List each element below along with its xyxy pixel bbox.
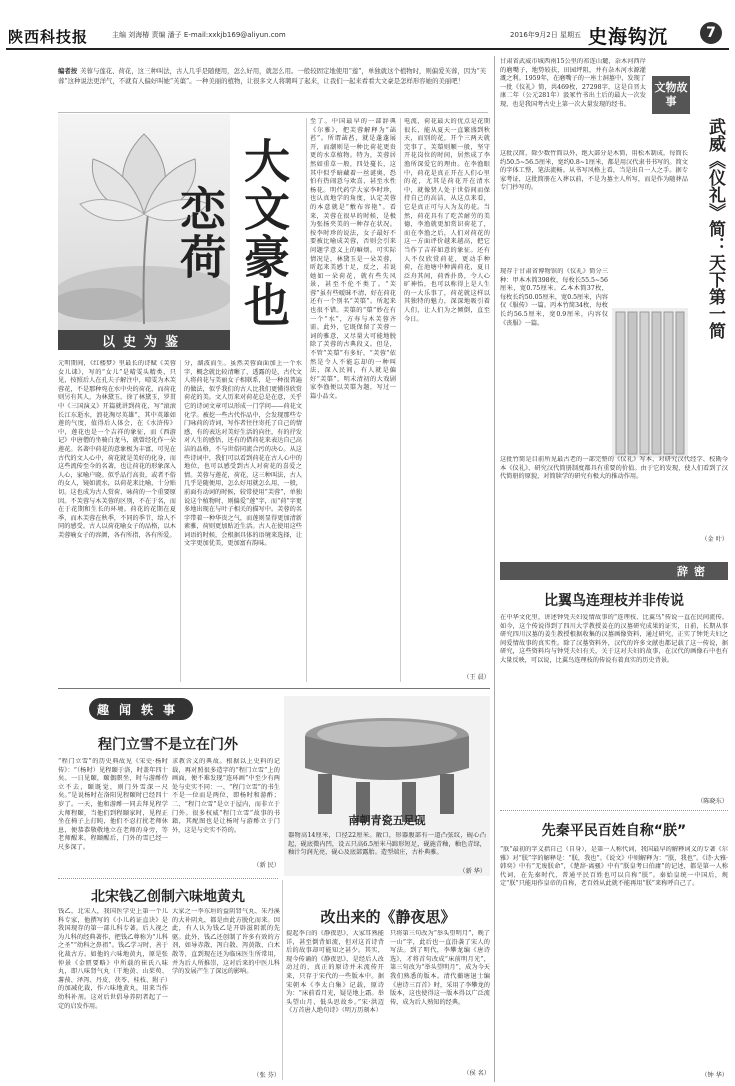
masthead [0,0,735,52]
article-author-chengmen: （新 民） [253,862,280,869]
article-tag: 以史为鉴 [58,330,230,350]
relics-title: 武威《仪礼》简：天下第一简 [705,118,725,339]
image-caption: 器物高14厘米，口径22厘米。敞口，形器腹部有一道凸弦纹，砚心凸起，砚底微内凹，设五只高6.5厘米马蹄形短足，砚施青釉，釉色青绿，釉汁匀润光亮，砚心及底部露胎。造型端庄，古朴典雅。 [288,832,486,857]
article-author-birds: （陈晓东） [697,798,728,805]
editors-info: 主编 刘海椿 责编 潘子 E-mail:xxkjb169@aliyun.com [112,31,286,39]
lower-rule [58,688,490,689]
main-article-title: 大文豪也恋荷 [173,137,291,329]
section-title: 史海钩沉 [588,26,669,48]
article-text-chengmen-2: 求教含义的典故。根据以上史料的记载，再对照很多造字的“程门立雪”上的画面，便不难发现“连环画”中至少有两处与史实不同：一、“程门立雪”的书生不是一位而是两位，即杨时和游酢；二、“程门立雪”是立于屋内，而非立于门外。很多权威“程门立雪”故事的书籍，其配图也是让杨时与游酢立于门外，这是与史实不符的。 [172,758,280,834]
main-article-col4: 电流，荷花最大的优点是花期很长，能从夏天一直繁盛到秋天，而别的花，开个三两天就完事了，芙蕖则顺一般，坚守开花岗位的时间，居然成了李渔所深爱它的理由。在李渔眼中，荷花是真正开在人们心里的花，尤其是荷花开在清水中，就像贤人处于世俗间而保持自己的高洁，从这点来看，它是真正可与人为友的花。当然，荷花具有了吃苦耐劳的美德，李渔就更加赏识荷花了，而在李渔之后，人们对荷花的这一方面评价越来越高，把它当作了吉祥如意的象征。还有人不仅欣赏荷花，更动手种荷，在池塘中种满荷花，夏日泛舟其间，荷香扑鼻，令人心旷神怡，也可以称得上是人生的一大乐事了，荷花就这样以其独特的魅力，深深地吸引着人们，让人们为之倾倒，直至今日。 [404,118,490,323]
article-title-jingyesi: 改出来的《静夜思》 [320,908,456,926]
article-text-birds: 在中华文化里，讲述钟凭夫妇爱情故事的“连理枝、比翼鸟”传说一直在民间流传。如今，这个传说得到了四川大学教授姜在的汉墓研究成果的证实，日前，长期从事研究四川汉墓的姜生教授根据收集的汉墓画像资料，通过研究，正实了钟凭夫妇之间爱情故事的真实性。除了汉墓资料外，汉代的许多文献也都记载了这一传说，据研究，这些资料均与钟凭夫妇有关，关于这对夫妇的故事，在汉代的画像石中也有大量反映，可以说，比翼鸟连理枝的传说有着真实的历史背景。 [500,614,728,664]
article-title-birds: 比翼鸟连理枝并非传说 [544,593,684,609]
article-author-jingyesi: （侯 名） [463,1070,490,1077]
article-text-qianyi: 钱乙，北宋人，我国医学史上第一个儿科专家，他撰写的《小儿药证直诀》是我国现存的第一部儿科专著。后人视之为儿科的经典著作，把钱乙尊称为“儿科之圣”“幼科之鼻祖”。钱乙学习时，善于化裁古方。如他的六味地黄丸，原是张仲景《金匮要略》中所载的崔氏八味丸，即八味肾气丸（干地黄、山茱萸、薯蓣、泽泻、丹皮、茯苓、桂枝、附子）的加减化裁，作六味地黄丸，用来当作幼科补剂。这对后世倡导养阴者起了一定的启发作用。 [58,908,168,1010]
note-rule [58,112,488,113]
relics-text1: 甘肃省武威市城西南15公里的祁连山麓，杂木河西岸的磨嘴子，地势较扶，田园坪阻，并有杂木河水源灌溉之利。1959年，在磨嘴子的一座土洞墓中，发现了一批《仪礼》简，共469枚，27298字，这是自晋太康二年（公元281年）汲冢竹书出土后的最大一次发现，也是我国考古史上第一次大量发现的经书。 [500,58,646,108]
col-divider [400,118,401,682]
divider-dotted [58,878,278,879]
relics-text3: 现存于甘肃省博物馆的《仪礼》简分三种：甲本木简398枚，每枚长55.5~56厘米，宽0.75厘米。乙本木简37枚，每枚长约50.05厘米，宽0.5厘米，内容仅《服传》一篇。丙本竹简34枚，每枚长约56.5厘米，宽0.9厘米，内容仅《丧服》一篇。 [500,268,608,327]
main-article-col3: 至了。中国最早的一部辞典《尔雅》，把芙蓉解释为“菡萏”。所谓菡萏，就是蓬蓬展开，而潮则是一种比荷花更贵更的水草植物。特为，芙蓉居然如重草一般，四处蔓长，这其中似乎暗藏着一丝谜奥，恐怕有热闹意与欢喜，甚至水性杨花。明代药学大家李时珍，也认真地学的角度，认定芙蓉的本意就是“敷布容艳”。看来，芙蓉在很早的时候，是极为张扬夹美的一种存在状况。按李时珍的说法，女子最好不要被比喻成芙蓉，否则会引来问题学意义上的嘛烦。可实际情况是，林黛玉是一朵芙蓉，昕起来美感十足，反之，若说她如一朵荷花，就有些失风景，甚至不伦不类了。“芙蓉”虽有些暧昧不清，好在荷花还有一个别名“芙蕖”。所起来也很不错。芙蕖的“蕖”妙在有一个“水”，方寿与木芙蓉齐需。此外，它既保留了芙蓉一词的雅意，又尽量大可能地脱除了芙蓉的古典段义。但是，不管“芙蕖”有多好，“芙蓉”依然是令人不能忘却的一种叫法，深入民间，有人就是偏好“芙蕖”，明末清初的大戏剧家李渔便以芙蕖为题，写过一篇小品文。 [310,118,396,400]
main-article-col1: 元明期间，《红楼梦》里最长的诗赋《芙蓉女儿诔》，写的“女儿”是晴雯头精类，只见，按照后人在孔夫子解注中，晴雯为木芙蓉花，不是那种宛在水中央的荷花，而荷花则另有其人，为林黛玉。徐了林黛玉，罗贯中《三国演义》开篇就讲到荷花，写“滚滚长江东逝水，浪花淘尽英雄”，其中英雄如莲的气度，值得后人体会，在《水浒传》中，莲花也是一个吉祥的象征，而《西游记》中唐僧的坐骑白龙马，就曾经化作一朵莲花。名著中荷花的意象极为丰富，可见在古代的文人心中，荷花就是美好的化身，而这些流传至今的名著，也让荷花的形象深入人心，家喻户晓。似乎品行高贵，或者不俗的女人，镜如流水，以荷花来比喻，十分贴切。这也成为古人赏荷、咏荷的一个重要原因。不芙蓉与木芙蓉的区别，不在于名，而在于花期和生长的环境。荷花的花期在夏季，而木芙蓉在秋季，不同的季节，给人不同的感受。古人以荷花喻女子的品格，以木芙蓉喻女子的容颜，各有所指，各有所爱。 [58,360,176,539]
article-text-zhen: “朕”最初的字义指自己（自身），是第一人称代词，我国最早的解释词义的专著《尔雅》对“朕”字的解释是：“朕，我也”。《说文》中则解释为：“朕，我也”。《诗·大雅·韩奕》中有“无废朕命”，《楚辞·离骚》中有“朕皇考曰伯庸”的记述，都是第一人称代词，在先秦时代，普通平民百姓也可以自称“朕”。秦始皇统一中国后，规定“朕”只能用作皇帝的自称，老百姓从此就不能再用“朕”来称呼自己了。 [500,846,728,888]
paper-name: 陕西科技报 [8,28,89,46]
section-tag-relics: 文物故事 [652,76,690,114]
image-caption-title: 南朝青瓷五足砚 [348,814,426,827]
relics-text2: 这批汉简，除少数竹简以外，绝大部分是木简，用松木制成，每简长约50.5~56.5厘米，宽约0.8~1厘米，都是用汉代隶书书写的。简文的字体工整，笔法流畅。从书写风格上看，当是出自一人之手。据专家考证，这批简册在入葬以前，不是为墓主人所写，而是作为随葬品专门抄写的。 [500,150,688,192]
main-article-col2: 分，湖波而生。虽然芙蓉面面加上一个水字，概念就比较清晰了，透露的是，古代文人将荷花与美丽女子相联系，是一种很普遍的做法，似乎我们的古人比我们更懂得欣赏荷花的美。文人历来对荷花总是在意，关乎它的诗词文章可以形成一门学问——荷花文化学。被挖一些古代作品中，会发现那些专门咏荷的诗词，写作者往往寄托了自己的情感，有的表达对美好生活的向往，有的抒发对人生的感悟，还有的借荷花来表达自己高洁的品格，不与世俗同流合污的决心。从这些诗词中，我们可以看到荷花在古人心中的地位，也可以感受到古人对荷花的喜爱之情。芙蓉与莲花，荷花，这三种叫法，古人几乎是随便用，怎么好用就怎么用，一般，前面有动词的时候，较常使用“芙蓉”，单独说这个植物时，则偏爱“莲”字，而“荷”字更多地出现在与叶子相关的描写中。芙蓉的名字带着一种华贵之气，而莲则显得更加清新素雅，荷则更加贴近生活。古人在使用这些词语的时候，会根据具体的语境来选择，让文字更加优美，更加富有韵味。 [184,360,302,548]
issue-date: 2016年9月2日 星期五 [510,31,581,39]
editor-note-label: 编者按 [58,67,78,75]
section-tag-anecdotes-ring: 趣闻轶事 [89,698,193,720]
article-text-jingyesi-2: 只将第三句改为“举头望明月”，晚了一山”字，此后也一直沿袭了宋人的写法。到了明代，李攀龙编《唐诗选》，才将首句改成“床前明月光”，第三句改为“举头望明月”，成为今天我们熟悉的版本。清代蘅塘退士编《唐诗三百首》时，采用了李攀龙的版本，这也使得这一版本得以广泛流传，成为后人熟知的经典。 [390,930,490,1006]
editor-note-text: 芙蓉与莲花、荷花，这三种叫法，古人几乎是随便用，怎么好用，就怎么用。一般较固定地使用“莲”，单独就这个植物时，则偏爱芙蓉，因为“芙蓉”这种说法更洋气，不就有人偏好叫她“芙蕖”。一种美丽的植物，让很多文人将聘叫了起来，让我们一起来看看大文豪是怎样形容她的美丽吧！ [58,67,487,85]
main-article-author: （王 晨） [463,674,490,681]
image-author: （新 华） [459,868,486,875]
col-divider [180,360,181,682]
inkstone-image [284,696,490,876]
page-number: 7 [700,22,722,44]
masthead-rule [6,48,729,50]
relics-author: （金 叶） [701,536,728,543]
page-divider [494,56,495,1082]
article-author-zhen: （钟 华） [701,1072,728,1079]
article-title-chengmen: 程门立雪不是立在门外 [98,737,238,753]
article-text-qianyi-2: 大家之一李东垣的益阴肾气丸、朱丹溪的大补阴丸，都是由此方脱化而来。因此，有人认为钱乙是开辟滋阴派的先驱。此外，钱乙还创制了许多有效的方剂，如导赤散、泻白散、泻黄散、白术散等，直到现在还为临床医生所常用，并为后人所推崇，这对后来的中医儿科学的发展产生了深远的影响。 [172,908,280,976]
section-tag-secrets: 辞密 [677,565,711,578]
article-author-qianyi: （张 芬） [253,1072,280,1079]
article-title-qianyi: 北宋钱乙创制六味地黄丸 [91,889,245,905]
section-tag-anecdotes [86,696,196,722]
editor-note [58,66,488,110]
col-divider [306,118,307,682]
col-divider [282,880,283,1080]
bamboo-slips-image [612,308,688,458]
article-title-zhen: 先秦平民百姓自称“朕” [541,823,687,839]
relics-text4: 这批竹简是目前所见最古老的一部完整的《仪礼》写本，对研究汉代经学、校勘今本《仪礼》、研究汉代简册制度都具有重要的价值。由于它的发现，使人们看到了汉代简册的原貌，对简牍学的研究有极大的推动作用。 [500,456,728,481]
article-text-jingyesi-1: 提起李白的《静夜思》，大家耳熟能详，甚至倒背如流，但对这首诗背后的故事却可能知之甚少。其实，现今传诵的《静夜思》，是经后人改动过的，真正的原诗并未流传开来，只存于宋代的一些版本中。据宋朝本《李太白集》记载，原诗为：“床前看月光，疑是地上霜。举头望山月，低头思故乡。”宋·洪迈《万首唐人绝句诗》（明万历刻本） [286,930,384,1015]
divider-dotted [500,810,728,811]
article-text-chengmen: “程门立雪”的历史典故见《宋史·杨时传》：“（杨时）见程颐于洛，时盖年四十矣。一日见颐，颐偶瞑坐，时与游酢侍立不去，颐既觉，则门外雪深一尺矣。”是说杨时在洛阳见程颐时已经四十岁了。一天，他和游酢一同去拜见程学大师程颐，当他们到程颐家时，见程正坐在椅子上打盹，他们不忍打扰老师休息，便恭恭敬敬地立在老师的身旁，等老师醒来。程颐醒后，门外的雪已经一尺多深了。 [58,758,168,851]
